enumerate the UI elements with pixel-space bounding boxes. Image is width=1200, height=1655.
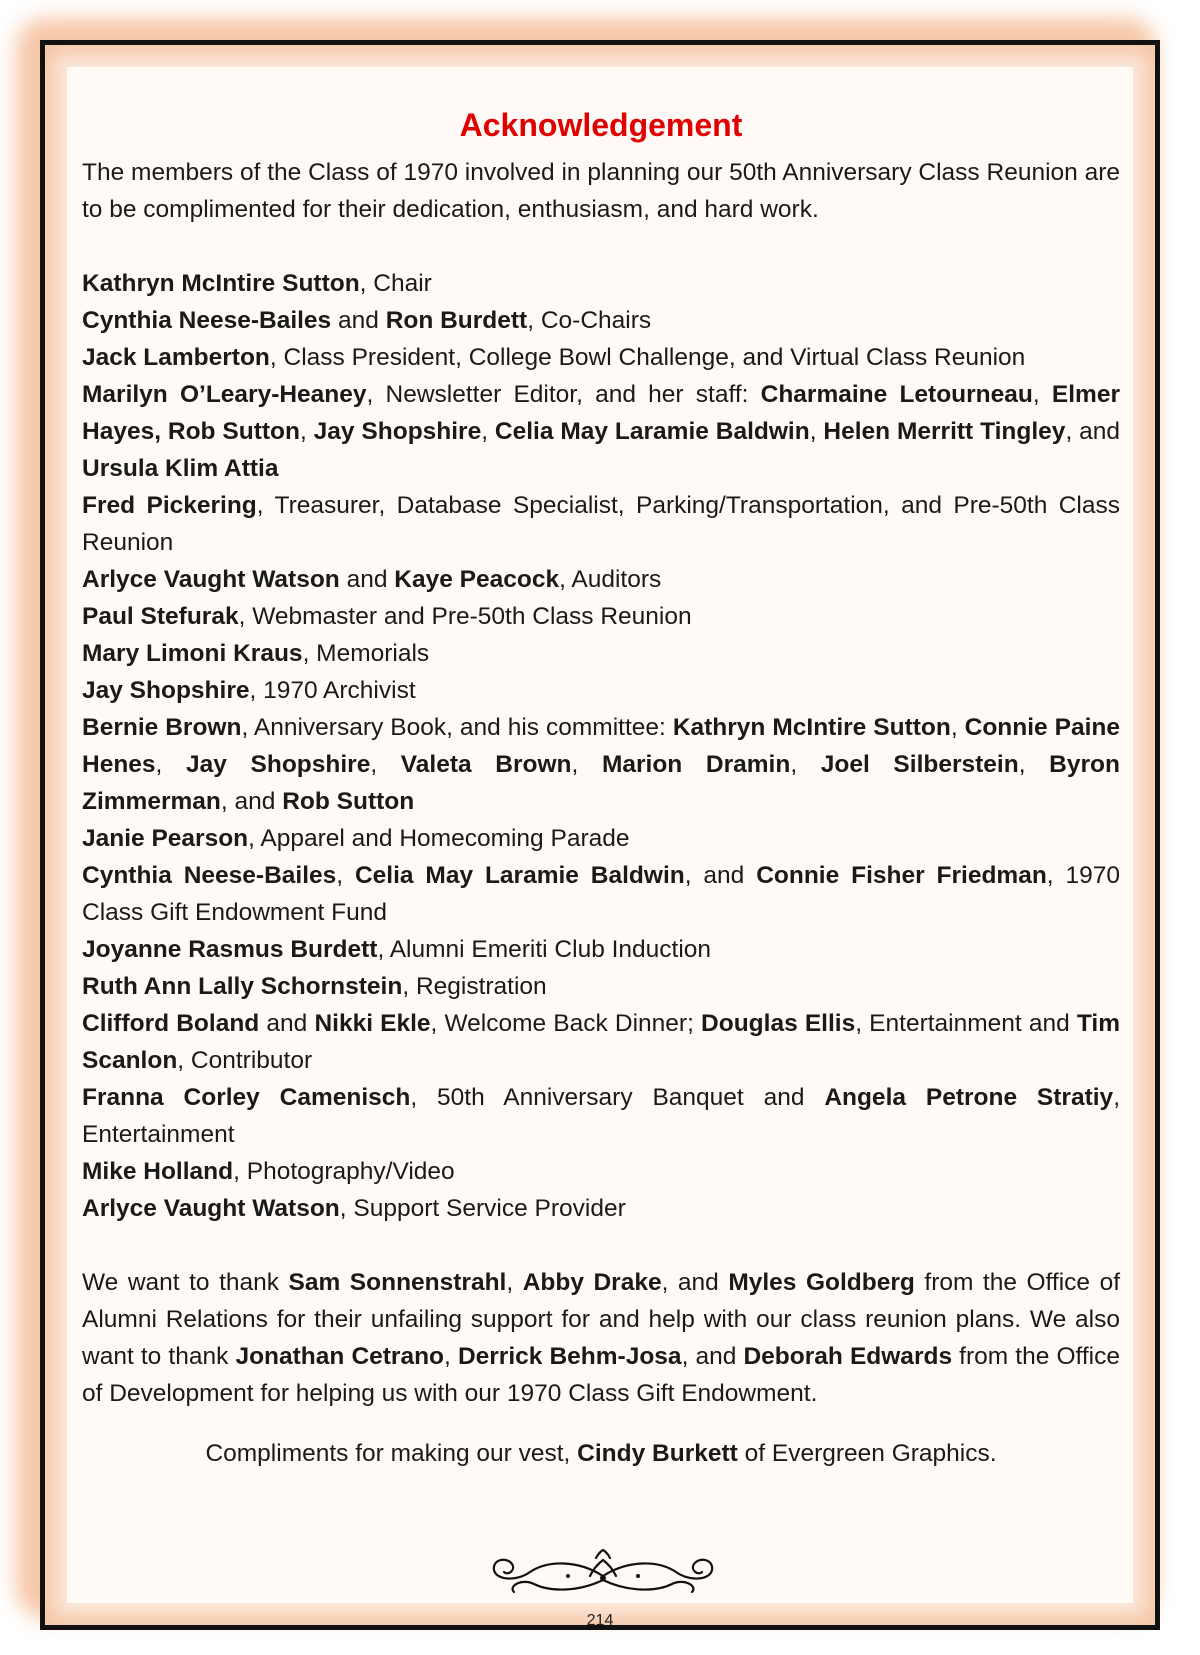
person-name: Jay Shopshire xyxy=(186,751,371,778)
role-text: We want to thank xyxy=(82,1269,289,1296)
committee-entry xyxy=(82,672,1120,709)
committee-entry xyxy=(82,857,1120,931)
person-name: Derrick Behm-Josa xyxy=(457,1343,682,1370)
person-name: Franna Corley Camenisch xyxy=(82,1084,411,1111)
person-name: Sam Sonnenstrahl xyxy=(288,1269,507,1296)
person-name: Byron Zimmerman xyxy=(82,751,1120,815)
person-name: Deborah Edwards xyxy=(743,1343,953,1370)
role-text: , Chair xyxy=(359,270,432,297)
role-text: , Auditors xyxy=(559,566,662,593)
person-name: Jack Lamberton xyxy=(82,344,270,371)
role-text: , Entertainment and xyxy=(855,1010,1077,1037)
person-name: Celia May Laramie Baldwin xyxy=(354,862,685,889)
person-name: Valeta Brown xyxy=(400,751,572,778)
person-name: Helen Merritt Tingley xyxy=(823,418,1066,445)
person-name: Kathryn McIntire Sutton xyxy=(82,270,360,297)
person-name: Rob Sutton xyxy=(282,788,415,815)
role-text: , xyxy=(790,751,821,778)
person-name: Connie Fisher Friedman xyxy=(756,862,1047,889)
person-name: Kaye Peacock xyxy=(394,566,560,593)
role-text: , xyxy=(370,751,401,778)
person-name: Arlyce Vaught Watson xyxy=(82,566,340,593)
committee-list xyxy=(82,265,1120,1227)
person-name: Douglas Ellis xyxy=(701,1010,856,1037)
person-name: Mary Limoni Kraus xyxy=(82,640,303,667)
role-text: Compliments for making our vest, xyxy=(205,1440,578,1467)
role-text: , xyxy=(155,751,186,778)
role-text: , Webmaster and Pre-50th Class Reunion xyxy=(238,603,692,630)
role-text: , Support Service Provider xyxy=(339,1195,626,1222)
committee-entry xyxy=(82,265,1120,302)
committee-entry xyxy=(82,376,1120,487)
person-name: Clifford Boland xyxy=(82,1010,260,1037)
committee-entry xyxy=(82,931,1120,968)
person-name: Marilyn O’Leary-Heaney xyxy=(82,381,367,408)
role-text: , Memorials xyxy=(302,640,430,667)
role-text: , Anniversary Book, and his committee: xyxy=(241,714,673,741)
person-name: Bernie Brown xyxy=(82,714,242,741)
committee-entry xyxy=(82,302,1120,339)
person-name: Abby Drake xyxy=(522,1269,662,1296)
role-text: , and xyxy=(684,862,757,889)
role-text: , xyxy=(506,1269,523,1296)
person-name: Jonathan Cetrano xyxy=(235,1343,445,1370)
role-text: , and xyxy=(681,1343,744,1370)
committee-entry xyxy=(82,820,1120,857)
committee-entry xyxy=(82,1153,1120,1190)
role-text: , Alumni Emeriti Club Induction xyxy=(377,936,712,963)
person-name: Ron Burdett xyxy=(385,307,528,334)
person-name: Arlyce Vaught Watson xyxy=(82,1195,340,1222)
role-text: and xyxy=(339,566,395,593)
role-text: , 50th Anniversary Banquet and xyxy=(410,1084,825,1111)
role-text: from the Office of Alumni Relations for their unfailing support for and help with our class reunion plans. We also want to thank xyxy=(82,1269,1120,1370)
person-name: Cindy Burkett xyxy=(577,1440,738,1467)
committee-entry xyxy=(82,561,1120,598)
role-text: , xyxy=(299,418,314,445)
role-text: , 1970 Archivist xyxy=(249,677,416,704)
person-name: Jay Shopshire xyxy=(313,418,482,445)
spacer xyxy=(82,1227,1120,1264)
role-text: , Class President, College Bowl Challenge, and Virtual Class Reunion xyxy=(269,344,1026,371)
role-text: , Apparel and Homecoming Parade xyxy=(248,825,630,852)
role-text: , xyxy=(481,418,495,445)
committee-entry xyxy=(82,598,1120,635)
committee-entry xyxy=(82,339,1120,376)
role-text: and xyxy=(331,307,386,334)
role-text: and xyxy=(259,1010,315,1037)
person-name: Joyanne Rasmus Burdett xyxy=(82,936,378,963)
person-name: Elmer Hayes, Rob Sutton xyxy=(82,381,1120,445)
person-name: Kathryn McIntire Sutton xyxy=(672,714,951,741)
role-text: , Entertainment xyxy=(82,1084,1120,1148)
role-text: , xyxy=(950,714,965,741)
person-name: Myles Goldberg xyxy=(728,1269,915,1296)
committee-entry xyxy=(82,709,1120,820)
person-name: Mike Holland xyxy=(82,1158,234,1185)
committee-entry xyxy=(82,1005,1120,1079)
compliments-line xyxy=(82,1435,1120,1472)
page-title: Acknowledgement xyxy=(459,107,743,143)
person-name: Paul Stefurak xyxy=(82,603,239,630)
role-text: of Evergreen Graphics. xyxy=(737,1440,997,1467)
spacer xyxy=(82,1412,1120,1435)
person-name: Angela Petrone Stratiy xyxy=(824,1084,1114,1111)
role-text: , xyxy=(336,862,355,889)
committee-entry xyxy=(82,1079,1120,1153)
role-text: , and xyxy=(1065,418,1121,445)
person-name: Tim Scanlon xyxy=(82,1010,1121,1074)
role-text: , xyxy=(571,751,602,778)
role-text: , Welcome Back Dinner; xyxy=(430,1010,702,1037)
person-name: Celia May Laramie Baldwin xyxy=(494,418,810,445)
role-text: , Photography/Video xyxy=(233,1158,455,1185)
role-text: , Co-Chairs xyxy=(527,307,652,334)
committee-entry xyxy=(82,635,1120,672)
person-name: Janie Pearson xyxy=(82,825,249,852)
role-text: , Registration xyxy=(402,973,547,1000)
person-name: Charmaine Letourneau xyxy=(760,381,1033,408)
document-body xyxy=(82,98,1120,1472)
person-name: Ursula Klim Attia xyxy=(82,455,279,482)
role-text: , xyxy=(1018,751,1050,778)
person-name: Cynthia Neese-Bailes xyxy=(82,862,337,889)
person-name: Ruth Ann Lally Schornstein xyxy=(82,973,403,1000)
person-name: Marion Dramin xyxy=(601,751,791,778)
person-name: Joel Silberstein xyxy=(820,751,1019,778)
role-text: , and xyxy=(220,788,283,815)
person-name: Connie Paine Henes xyxy=(82,714,1121,778)
committee-entry xyxy=(82,487,1120,561)
role-text: , Contributor xyxy=(177,1047,313,1074)
role-text: , 1970 Class Gift Endowment Fund xyxy=(82,862,1120,926)
role-text: , xyxy=(809,418,824,445)
role-text: , Newsletter Editor, and her staff: xyxy=(366,381,761,408)
scroll-flourish-ornament xyxy=(478,1546,728,1600)
page-number: 214 xyxy=(586,1612,614,1629)
role-text: , xyxy=(1032,381,1052,408)
role-text: , and xyxy=(661,1269,729,1296)
role-text: from the Office of Development for helping us with our 1970 Class Gift Endowment. xyxy=(82,1343,1120,1407)
role-text: , xyxy=(444,1343,458,1370)
role-text: , Treasurer, Database Specialist, Parking/Transportation, and Pre-50th Class Reunion xyxy=(82,492,1120,556)
spacer xyxy=(82,228,1120,265)
intro-paragraph: The members of the Class of 1970 involved in planning our 50th Anniversary Class Reunion are to be complimented for their dedication, enthusiasm, and hard work. xyxy=(82,159,1120,223)
committee-entry xyxy=(82,968,1120,1005)
person-name: Fred Pickering xyxy=(82,492,257,519)
person-name: Jay Shopshire xyxy=(82,677,250,704)
thanks-paragraph xyxy=(82,1264,1120,1412)
person-name: Cynthia Neese-Bailes xyxy=(82,307,332,334)
person-name: Nikki Ekle xyxy=(314,1010,431,1037)
committee-entry xyxy=(82,1190,1120,1227)
